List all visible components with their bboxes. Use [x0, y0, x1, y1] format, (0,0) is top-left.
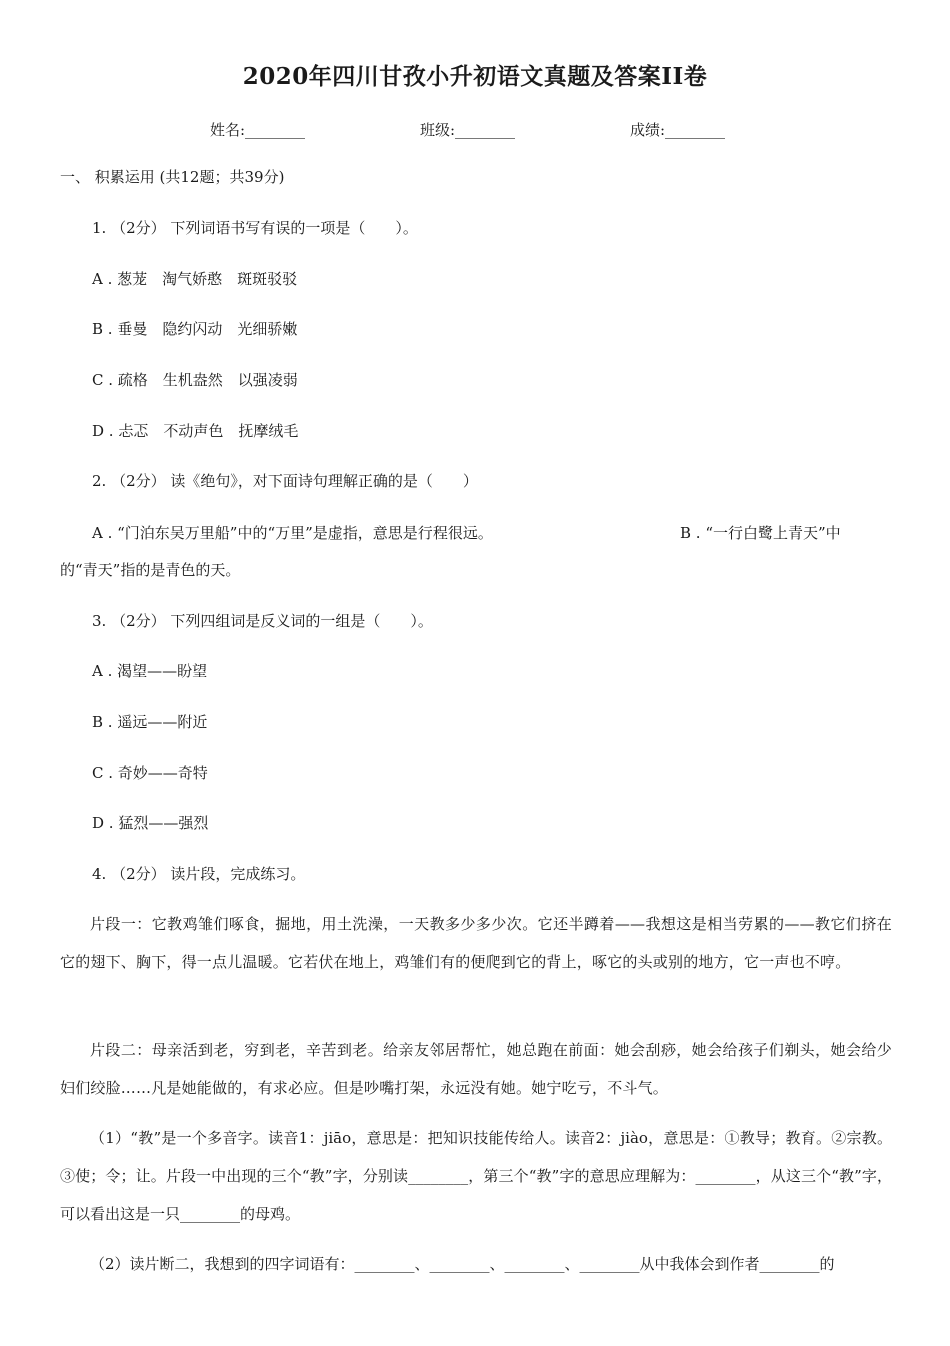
question-3-option-a: A . 渴望——盼望: [92, 662, 208, 680]
sub-question-2: （2）读片断二，我想到的四字词语有：________、________、________、________从中我体会到作者________的: [90, 1255, 835, 1273]
question-4-stem: 4. （2分） 读片段，完成练习。: [92, 865, 306, 883]
question-1-option-b: B . 垂曼 隐约闪动 光细骄嫩: [92, 320, 298, 338]
question-2-stem: 2. （2分） 读《绝句》，对下面诗句理解正确的是（ ）: [92, 472, 478, 490]
question-3-stem: 3. （2分） 下列四组词是反义词的一组是（ ）。: [92, 612, 433, 630]
question-3-option-b: B . 遥远——附近: [92, 713, 208, 731]
question-3-option-c: C . 奇妙——奇特: [92, 764, 208, 782]
score-field: 成绩:________: [630, 121, 726, 139]
question-1-stem: 1. （2分） 下列词语书写有误的一项是（ ）。: [92, 219, 418, 237]
sub-question-1: （1）“教”是一个多音字。读音1：jiāo，意思是：把知识技能传给人。读音2：jiào，意思是：①教导；教育。②宗教。③使；令；让。片段一中出现的三个“教”字，分别读________，第三个“教”字的意思应理解为：________，从这三个“教”字，可以看出这是一只________的母鸡。: [60, 1129, 892, 1223]
question-2-option-a: A . “门泊东吴万里船”中的“万里”是虚指，意思是行程很远。: [92, 524, 493, 542]
class-field: 班级:________: [420, 121, 516, 139]
question-1-option-c: C . 疏格 生机盎然 以强凌弱: [92, 371, 298, 389]
question-2-option-b-continued: 的“青天”指的是青色的天。: [60, 561, 241, 579]
question-2-option-b: B . “一行白鹭上青天”中: [680, 524, 841, 542]
name-field: 姓名:________: [210, 121, 306, 139]
question-1-option-d: D . 忐忑 不动声色 抚摩绒毛: [92, 422, 299, 440]
question-1-option-a: A . 葱茏 淘气娇憨 斑斑驳驳: [92, 270, 298, 288]
question-3-option-d: D . 猛烈——强烈: [92, 814, 209, 832]
passage-1: 片段一：它教鸡雏们啄食，掘地，用土洗澡，一天教多少多少次。它还半蹲着——我想这是相当劳累的——教它们挤在它的翅下、胸下，得一点儿温暖。它若伏在地上，鸡雏们有的便爬到它的背上，啄它的头或别的地方，它一声也不哼。: [60, 915, 892, 971]
section-heading: 一、 积累运用 (共12题；共39分): [60, 168, 285, 186]
passage-2: 片段二：母亲活到老，穷到老，辛苦到老。给亲友邻居帮忙，她总跑在前面：她会刮痧，她会给孩子们剃头，她会给少妇们绞脸……凡是她能做的，有求必应。但是吵嘴打架，永远没有她。她宁吃亏，不斗气。: [60, 1041, 892, 1097]
page-title: 2020年四川甘孜小升初语文真题及答案II卷: [242, 63, 708, 90]
